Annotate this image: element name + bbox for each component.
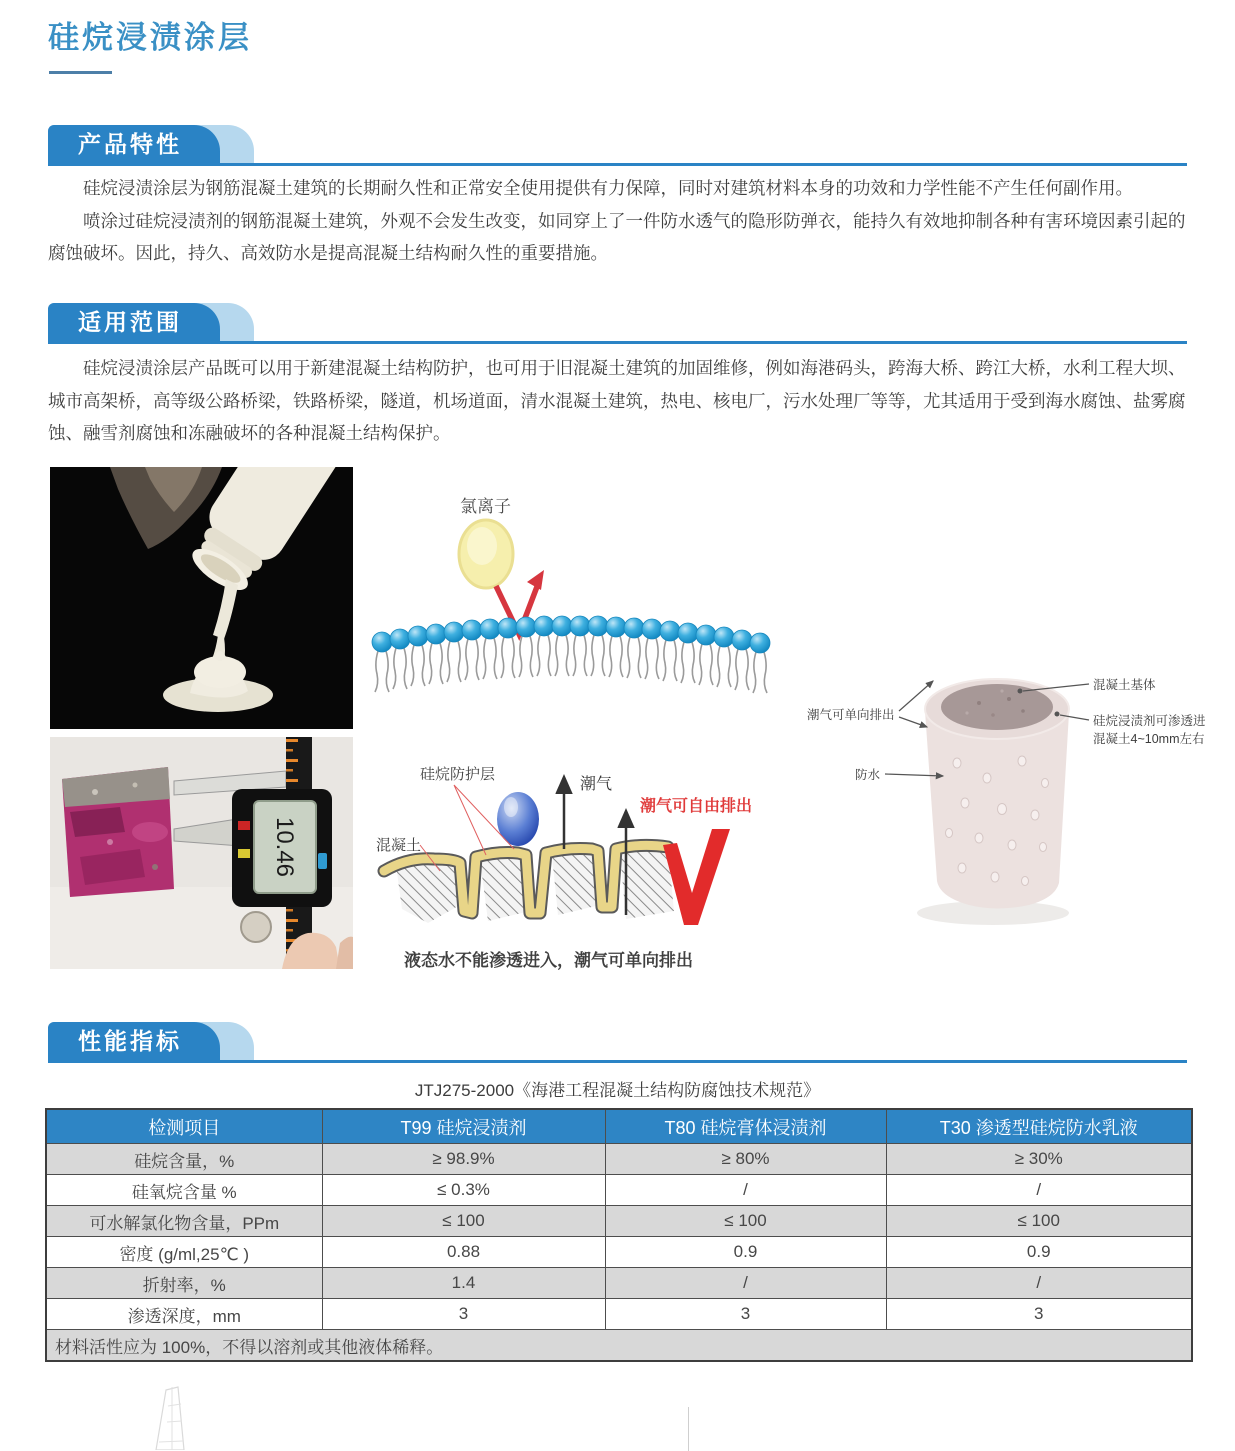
table-cell: / [886, 1268, 1192, 1299]
caliper-red-button [238, 821, 250, 830]
caliper-blue-button [318, 853, 327, 869]
concrete-cylinder-diagram [797, 633, 1232, 960]
label-moisture: 潮气 [580, 776, 613, 793]
table-cell: ≤ 100 [322, 1206, 605, 1237]
figure-caption: 液态水不能渗透进入，潮气可单向排出 [404, 951, 693, 970]
table-cell: 3 [322, 1299, 605, 1330]
section-divider [48, 163, 1187, 166]
table-row [46, 1237, 1192, 1268]
table-cell: 0.88 [322, 1237, 605, 1268]
silane-cream-pour-photo [50, 467, 353, 729]
table-cell: 折射率，% [46, 1268, 322, 1299]
title-underline [49, 71, 112, 74]
performance-spec-table [45, 1108, 1193, 1362]
label-concrete: 混凝土 [376, 837, 422, 854]
table-row [46, 1206, 1192, 1237]
table-row [46, 1268, 1192, 1299]
label-protective-layer: 硅烷防护层 [420, 766, 496, 783]
table-cell: ≤ 100 [886, 1206, 1192, 1237]
table-cell: ≥ 30% [886, 1144, 1192, 1175]
table-cell: 可水解氯化物含量，PPm [46, 1206, 322, 1237]
table-cell: 渗透深度，mm [46, 1299, 322, 1330]
table-header-cell: 检测项目 [46, 1109, 322, 1144]
table-header-cell: T80 硅烷膏体浸渍剂 [605, 1109, 886, 1144]
caliper-thumb-wheel [241, 912, 271, 942]
page-title: 硅烷浸渍涂层 [48, 20, 252, 55]
table-cell: 硅氧烷含量 % [46, 1175, 322, 1206]
features-paragraphs [48, 172, 1188, 270]
paragraph: 硅烷浸渍涂层产品既可以用于新建混凝土结构防护，也可用于旧混凝土建筑的加固维修，例如海港码头，跨海大桥、跨江大桥，水利工程大坝、城市高架桥，高等级公路桥梁，铁路桥梁，隧道，机场道面，清水混凝土建筑，热电、核电厂，污水处理厂等等，尤其适用于受到海水腐蚀、盐雾腐蚀、融雪剂腐蚀和冻融破坏的各种混凝土结构保护。 [48, 358, 1186, 443]
table-cell: / [605, 1175, 886, 1206]
section-badge [48, 303, 220, 341]
label-penetration-1: 硅烷浸渍剂可渗透进 [1093, 714, 1206, 728]
table-cell: ≤ 100 [605, 1206, 886, 1237]
table-cell: 0.9 [605, 1237, 886, 1268]
table-cell: / [886, 1175, 1192, 1206]
table-header-cell: T30 渗透型硅烷防水乳液 [886, 1109, 1192, 1144]
table-cell: 1.4 [322, 1268, 605, 1299]
table-cell: 密度 (g/ml,25℃ ) [46, 1237, 322, 1268]
moisture-permeability-diagram [368, 753, 774, 981]
tower-watermark [138, 1384, 218, 1450]
section-header-features [48, 125, 1187, 169]
section-title-scope: 适用范围 [78, 309, 182, 335]
paragraph: 喷涂过硅烷浸渍剂的钢筋混凝土建筑，外观不会发生改变，如同穿上了一件防水透气的隐形防弹衣，能持久有效地抑制各种有害环境因素引起的腐蚀破坏。因此，持久、高效防水是提高混凝土结构耐久性的重要措施。 [48, 210, 1186, 263]
table-cell: 0.9 [886, 1237, 1192, 1268]
section-divider [48, 1060, 1187, 1063]
caliper-display-value: 10.46 [271, 816, 298, 878]
scope-paragraphs [48, 352, 1188, 450]
table-cell: 硅烷含量，% [46, 1144, 322, 1175]
table-cell: ≥ 98.9% [322, 1144, 605, 1175]
label-moisture-exhaust: 潮气可单向排出 [807, 708, 895, 722]
table-row [46, 1175, 1192, 1206]
table-row [46, 1299, 1192, 1330]
label-waterproof: 防水 [855, 768, 881, 782]
label-free-exhaust: 潮气可自由排出 [640, 798, 753, 815]
chloride-ion-diagram [368, 476, 774, 714]
table-cell: 3 [886, 1299, 1192, 1330]
section-header-performance [48, 1022, 1187, 1066]
section-badge [48, 125, 220, 163]
paragraph: 硅烷浸渍涂层为钢筋混凝土建筑的长期耐久性和正常安全使用提供有力保障，同时对建筑材料本身的功效和力学性能不产生任何副作用。 [83, 178, 1133, 198]
section-divider [48, 341, 1187, 344]
section-title-features: 产品特性 [78, 131, 182, 157]
section-header-scope [48, 303, 1187, 347]
section-badge [48, 1022, 220, 1060]
table-header-cell: T99 硅烷浸渍剂 [322, 1109, 605, 1144]
label-penetration-2: 混凝土4~10mm左右 [1093, 732, 1205, 746]
table-caption: JTJ275-2000《海港工程混凝土结构防腐蚀技术规范》 [414, 1081, 821, 1100]
watermark-line [688, 1407, 689, 1451]
table-cell: 3 [605, 1299, 886, 1330]
table-cell: ≤ 0.3% [322, 1175, 605, 1206]
table-row [46, 1144, 1192, 1175]
table-cell: ≥ 80% [605, 1144, 886, 1175]
table-cell: / [605, 1268, 886, 1299]
concrete-core [941, 684, 1053, 730]
label-concrete-matrix: 混凝土基体 [1093, 678, 1156, 692]
caliper-measurement-photo [50, 737, 353, 969]
caliper-yellow-button [238, 849, 250, 858]
table-footer-note: 材料活性应为 100%，不得以溶剂或其他液体稀释。 [46, 1330, 1192, 1362]
chloride-ion-label: 氯离子 [460, 497, 511, 516]
table-header-row [46, 1109, 1192, 1144]
section-title-performance: 性能指标 [78, 1028, 182, 1054]
table-footer-row [46, 1330, 1192, 1362]
